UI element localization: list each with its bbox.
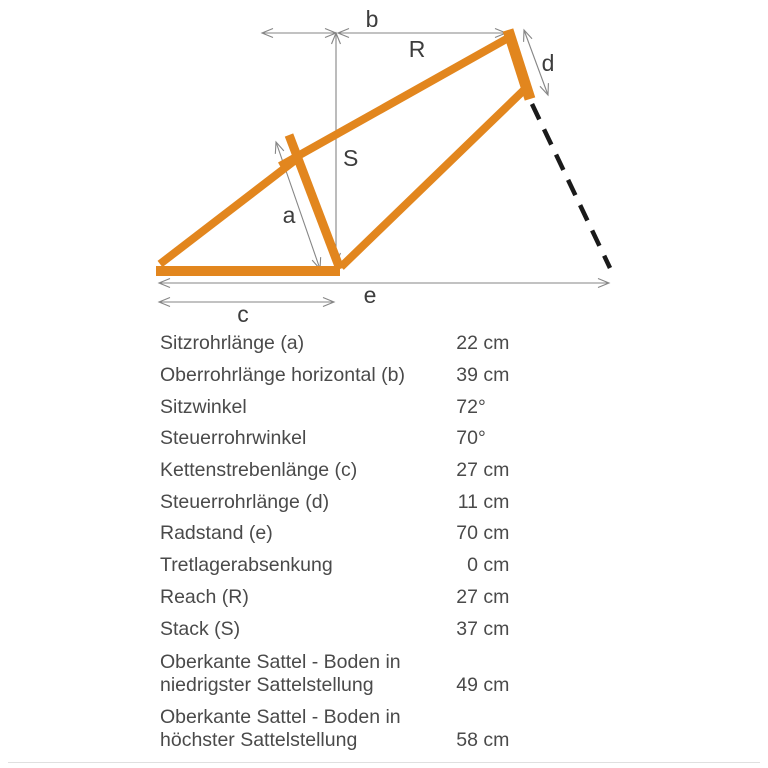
- spec-unit: cm: [478, 728, 510, 751]
- spec-unit: cm: [478, 554, 510, 577]
- spec-row-kettenstrebenlaenge: [160, 455, 520, 487]
- spec-label-line1: Oberkante Sattel - Boden in: [160, 650, 401, 673]
- spec-value: 72: [456, 395, 478, 418]
- top-tube: [280, 37, 510, 166]
- spec-row-radstand: [160, 518, 520, 550]
- label-b: b: [365, 6, 379, 32]
- label-a: a: [282, 202, 296, 228]
- seatstay-tube: [160, 158, 298, 264]
- spec-label: Sitzrohrlänge (a): [160, 332, 305, 355]
- spec-label: Tretlagerabsenkung: [160, 554, 333, 577]
- spec-label: Oberrohrlänge horizontal (b): [160, 364, 405, 387]
- bike-geometry-diagram: [0, 0, 768, 330]
- spec-label-line1: Oberkante Sattel - Boden in: [160, 705, 401, 728]
- spec-row-sattel-hoechste: [160, 706, 520, 752]
- fork-dashed-line: [532, 104, 610, 268]
- label-reach: R: [408, 36, 426, 62]
- spec-value: 70: [456, 522, 478, 545]
- spec-unit: cm: [478, 673, 510, 696]
- label-stack: S: [343, 145, 359, 171]
- spec-label: [160, 706, 452, 752]
- spec-value: 58: [456, 728, 478, 751]
- bottom-divider: [8, 762, 760, 763]
- label-c: c: [237, 301, 249, 327]
- geometry-spec-table: [160, 328, 520, 752]
- spec-row-sitzwinkel: [160, 391, 520, 423]
- spec-value: 27: [456, 585, 478, 608]
- spec-unit: cm: [478, 617, 510, 640]
- spec-row-tretlagerabsenkung: [160, 550, 520, 582]
- spec-unit: cm: [478, 364, 510, 387]
- spec-row-sattel-niedrigste: [160, 651, 520, 697]
- spec-label: Radstand (e): [160, 522, 273, 545]
- spec-row-steuerrohrlaenge: [160, 486, 520, 518]
- spec-unit: cm: [478, 332, 510, 355]
- label-e: e: [363, 282, 377, 308]
- spec-unit: cm: [478, 490, 510, 513]
- spec-value: 70: [456, 427, 478, 450]
- spec-label: Sitzwinkel: [160, 395, 247, 418]
- spec-label-line2: höchster Sattelstellung: [160, 728, 358, 751]
- spec-unit: cm: [478, 585, 510, 608]
- spec-value: 0: [467, 554, 478, 577]
- spec-unit: cm: [478, 522, 510, 545]
- spec-row-sitzrohrlaenge: [160, 328, 520, 360]
- spec-value: 37: [456, 617, 478, 640]
- spec-label: [160, 651, 452, 697]
- spec-row-reach: [160, 582, 520, 614]
- spec-row-oberrohrlaenge: [160, 360, 520, 392]
- spec-value: 39: [456, 364, 478, 387]
- spec-label: Steuerrohrlänge (d): [160, 490, 330, 513]
- head-tube: [508, 30, 530, 99]
- spec-label-line2: niedrigster Sattelstellung: [160, 673, 374, 696]
- spec-unit: °: [478, 427, 486, 450]
- spec-value: 11: [457, 490, 478, 513]
- spec-label: Steuerrohrwinkel: [160, 427, 307, 450]
- spec-row-steuerrohrwinkel: [160, 423, 520, 455]
- label-d: d: [541, 50, 555, 76]
- spec-unit: cm: [478, 459, 510, 482]
- spec-label: Reach (R): [160, 585, 249, 608]
- spec-value: 49: [456, 673, 478, 696]
- spec-label: Stack (S): [160, 617, 241, 640]
- spec-value: 22: [456, 332, 478, 355]
- spec-label: Kettenstrebenlänge (c): [160, 459, 358, 482]
- spec-row-stack: [160, 613, 520, 645]
- spec-value: 27: [456, 459, 478, 482]
- spec-unit: °: [478, 395, 486, 418]
